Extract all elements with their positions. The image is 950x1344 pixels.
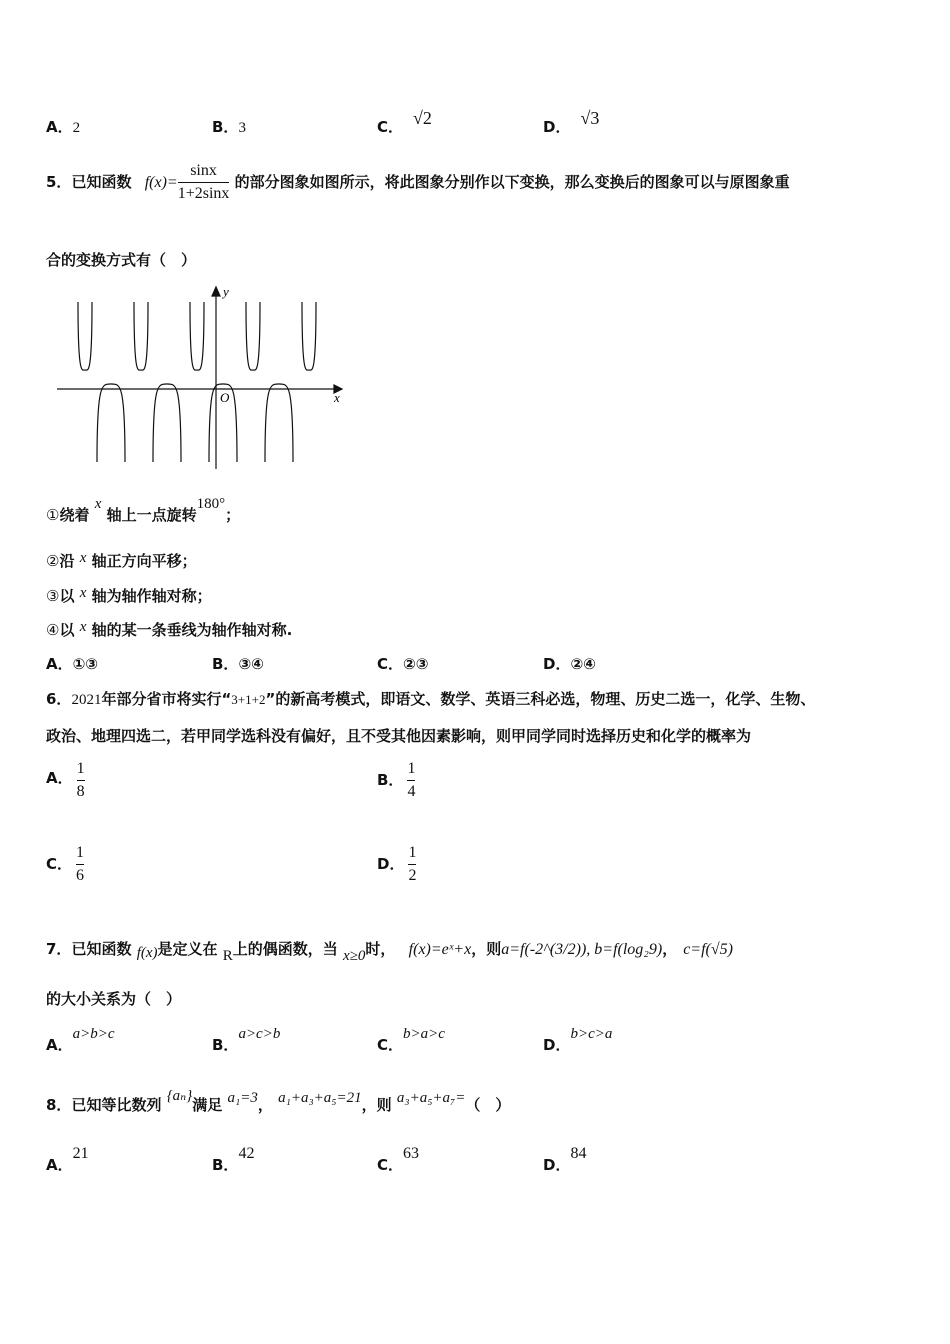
graph-x-label: x [334, 390, 340, 405]
q4-option-c: C． √2 [377, 108, 432, 136]
q7-option-d: D．b>c>a [543, 1026, 613, 1054]
q5-item-2: ②沿 x 轴正方向平移； [46, 550, 197, 570]
q8-option-d: D．84 [543, 1145, 587, 1174]
q5-stem-line2: 合的变换方式有（ ） [46, 251, 197, 269]
q7-stem-line2: 的大小关系为（ ） [46, 990, 182, 1008]
q4-option-d: D． √3 [543, 108, 600, 136]
q6-stem-line2: 政治、地理四选二，若甲同学选科没有偏好，且不受其他因素影响，则甲同学同时选择历史和化学的概率为 [46, 727, 752, 745]
q5-item-3: ③以 x 轴为轴作轴对称； [46, 585, 212, 605]
q5-option-c: C．②③ [377, 655, 429, 673]
q6-option-d: D． $\frac{1}{2}$ [377, 844, 417, 884]
q6-option-c: C． $\frac{1}{6}$ [46, 844, 85, 884]
graph-y-label: y [223, 284, 229, 299]
q7-stem-line1: 7．已知函数 f(x)是定义在 R上的偶函数，当 x≥0时， f(x)=eˣ+x，则a=f(-2^(3/2)), b=f(log₂9)， c=f(√5) [46, 940, 733, 964]
q5-option-b: B．③④ [212, 655, 264, 673]
q5-item-1: ①绕着 x 轴上一点旋转180°； [46, 496, 241, 524]
q6-stem-line1: 6．2021年部分省市将实行“3+1+2”的新高考模式，即语文、数学、英语三科必选，物理、历史二选一，化学、生物、 [46, 690, 816, 708]
q7-option-a: A．a>b>c [46, 1026, 115, 1054]
q5-option-a: A．①③ [46, 655, 99, 673]
q5-function-graph [52, 282, 352, 472]
q8-option-a: A．21 [46, 1145, 89, 1174]
q4-option-a: A．2 [46, 118, 81, 136]
graph-origin-label: O [220, 390, 230, 405]
q6-option-a: A． $\frac{1}{8}$ [46, 760, 85, 800]
q7-option-c: C．b>a>c [377, 1026, 445, 1054]
q6-option-b: B． $\frac{1}{4}$ [377, 760, 416, 800]
q8-stem: 8．已知等比数列 {aₙ}满足 a₁=3， a₁+a₃+a₅=21，则 a₃+a₅+a₇=（ ） [46, 1088, 511, 1114]
q5-item-4: ④以 x 轴的某一条垂线为轴作轴对称. [46, 619, 293, 639]
q8-option-c: C．63 [377, 1145, 420, 1174]
q8-option-b: B．42 [212, 1145, 255, 1174]
q5-option-d: D．②④ [543, 655, 596, 673]
q7-option-b: B．a>c>b [212, 1026, 281, 1054]
q5-stem-line1: 5．已知函数 f(x)= $\frac{\sin x}{1+2\sin x}$ 的部分图象如图所示，将此图象分别作以下变换，那么变换后的图象可以与原图象重 [46, 162, 790, 202]
q4-option-b: B．3 [212, 118, 246, 136]
